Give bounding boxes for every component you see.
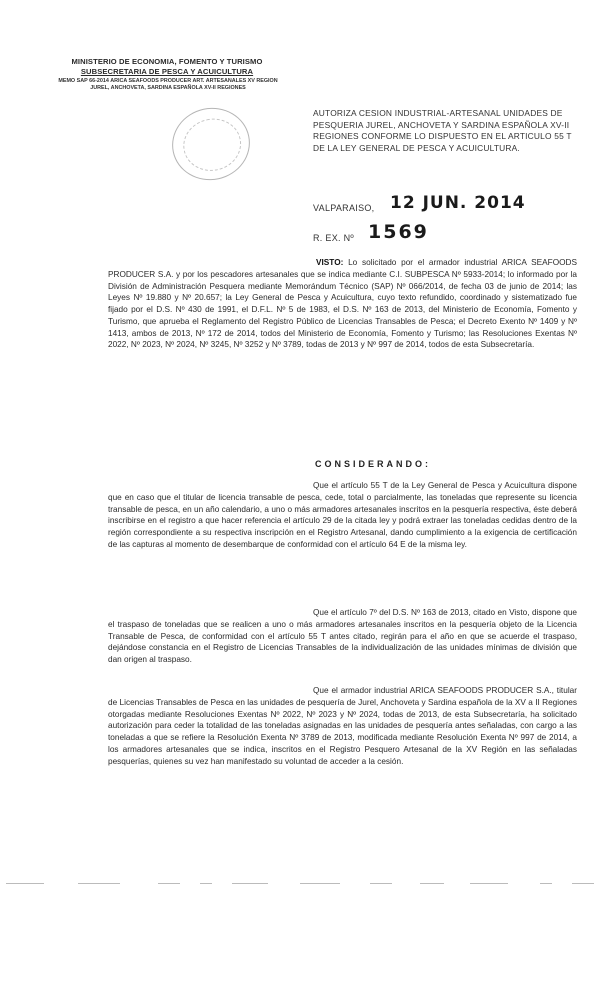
visto-text: Lo solicitado por el armador industrial ARICA SEAFOODS PRODUCER S.A. y por los pescadores artesanales que se indica mediante C.I. SUBPESCA Nº 5933-2014; lo informado por la División de Administración Pesquera mediante Memorándum Técnico (SAP) Nº 066/2014, de fecha 03 de junio de 2014; las Leyes Nº 19.880 y Nº 20.657; la Ley General de Pesca y Acuicultura, cuyo texto refundido, coordinado y sistematizado fue fijado por el D.S. Nº 430 de 1991, el D.F.L. Nº 5 de 1983, el D.S. Nº 163 de 2013, del Ministerio de Economía, Fomento y Turismo, que aprueba el Reglamento del Registro Público de Licencias Transables de Pesca; el Decreto Exento Nº 1409 y Nº 1413, ambos de 2013, Nº 172 de 2014, todos del Ministerio de Economía, Fomento y Turismo; las Resoluciones Exentas Nº 2022, Nº 2023, Nº 2024, Nº 3245, Nº 3252 y Nº 3789, todas de 2013 y Nº 997 de 2014, todos de esta Subsecretaría. — [108, 258, 577, 350]
footer-rule-segment — [420, 883, 444, 884]
footer-rule-segment — [300, 883, 340, 884]
visto-heading: VISTO: — [316, 258, 344, 267]
footer-rule-segment — [232, 883, 268, 884]
memo-line-2: JUREL, ANCHOVETA, SARDINA ESPAÑOLA XV-II REGIONES — [90, 85, 246, 91]
footer-rule-segment — [78, 883, 120, 884]
date-value: 12 JUN. 2014 — [390, 193, 526, 213]
date-place: VALPARAISO, — [313, 203, 375, 213]
visto-paragraph — [108, 257, 577, 351]
letterhead — [52, 57, 282, 76]
ministry-name: MINISTERIO DE ECONOMIA, FOMENTO Y TURISMO — [71, 57, 263, 66]
footer-rule-segment — [158, 883, 180, 884]
office-stamp — [165, 101, 256, 188]
subsecretaria-name: SUBSECRETARIA DE PESCA Y ACUICULTURA — [80, 66, 254, 76]
considerando-heading: CONSIDERANDO: — [315, 459, 432, 469]
memo-line-1: MEMO SAP 66-2014 ARICA SEAFOODS PRODUCER ART. ARTESANALES XV REGION — [58, 78, 278, 84]
footer-rule-segment — [370, 883, 392, 884]
stamp-inner-ring — [178, 113, 246, 176]
footer-rule-segment — [200, 883, 212, 884]
resolution-label: R. EX. Nº — [313, 233, 354, 243]
considerando-paragraph-1: Que el artículo 55 T de la Ley General de Pesca y Acuicultura dispone que en caso que el titular de licencia transable de pesca, cede, total o parcialmente, las toneladas que represente su licencia transable de pesca, en un año calendario, a uno o más armadores artesanales inscritos en la pesquería respectiva, éste deberá inscribirse en el registro a que hacer referencia el artículo 29 de la citada ley y podrá extraer las toneladas cedidas dentro de la región correspondiente a su respectiva inscripción en el Registro Artesanal, dando cumplimiento a la exigencia de certificación de las capturas al momento de desembarque de conformidad con el artículo 64 E de la misma ley. — [108, 481, 577, 549]
footer-rule-segment — [470, 883, 508, 884]
considerando-paragraph-2: Que el artículo 7º del D.S. Nº 163 de 2013, citado en Visto, dispone que el traspaso de toneladas que se realicen a uno o más armadores artesanales inscritos en la pesquería objeto de la Licencia Transable de Pesca, de conformidad con el artículo 55 T antes citado, regirán para el año en que se acuerde el traspaso, dejándose constancia en el Registro de Licencias Transables de la individualización de las unidades mínimas de división que dan origen al traspaso. — [108, 608, 577, 664]
considerando-paragraph-3: Que el armador industrial ARICA SEAFOODS PRODUCER S.A., titular de Licencias Transables de Pesca en las unidades de pesquería de Jurel, Anchoveta y Sardina española de la XV a II Regiones otorgadas mediante Resoluciones Exentas Nº 2022, Nº 2023 y Nº 2024, todas de 2013, de esta Subsecretaría, ha solicitado autorización para ceder la totalidad de las toneladas asignadas en las unidades de pesquería antes señaladas, con cargo a las toneladas a que se refiere la Resolución Exenta Nº 3789 de 2013, modificada mediante Resolución Exenta Nº 997 de 2014, a los armadores artesanales que se indica, inscritos en el Registro Pesquero Artesanal de la XV Región en las señaladas pesquerías, quienes su vez han manifestado su voluntad de acceder a la cesión. — [108, 686, 577, 766]
footer-rule-segment — [572, 883, 594, 884]
resolution-title: AUTORIZA CESION INDUSTRIAL-ARTESANAL UNIDADES DE PESQUERIA JUREL, ANCHOVETA Y SARDINA ESPAÑOLA XV-II REGIONES CONFORME LO DISPUESTO EN EL ARTICULO 55 T DE LA LEY GENERAL DE PESCA Y ACUICULTURA. — [313, 108, 572, 153]
memo-reference — [40, 78, 296, 92]
footer-rule-segment — [6, 883, 44, 884]
resolution-number: 1569 — [368, 221, 429, 243]
footer-rule-segment — [540, 883, 552, 884]
